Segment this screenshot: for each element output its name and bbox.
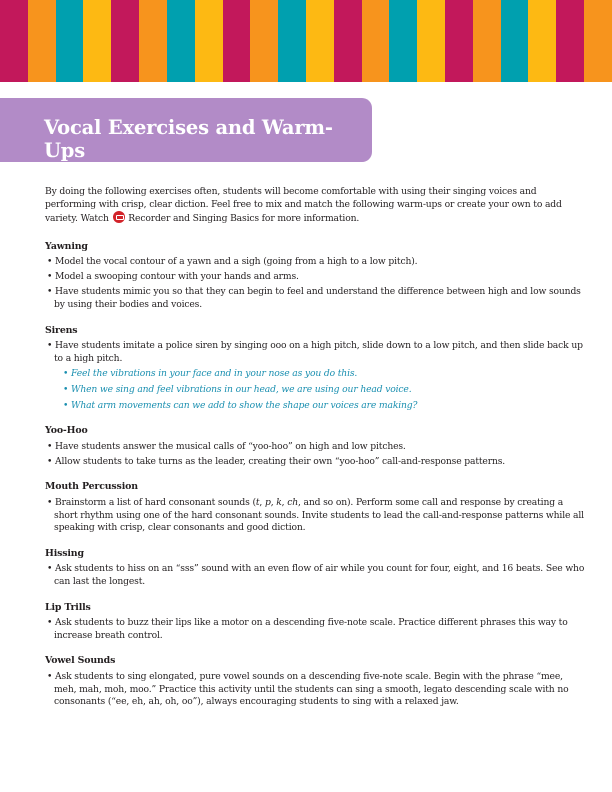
list-item: • Model a swooping contour with your hands and arms.: [47, 271, 299, 283]
list-item: • Have students answer the musical calls of “yoo-hoo” on high and low pitches.: [47, 440, 406, 452]
list-item: • Ask students to hiss on an “sss” sound with an even flow of air while you count for four, eight, and 16 beats. See who can last the longest.: [47, 563, 585, 587]
section-yoo-hoo: [45, 425, 585, 468]
question-list: [45, 368, 585, 413]
color-stripe: [473, 0, 501, 82]
color-stripe: [278, 0, 306, 82]
color-stripe: [417, 0, 445, 82]
section-lip-trills: [45, 602, 585, 643]
page-title: Vocal Exercises and Warm-Ups: [44, 116, 333, 162]
color-stripe: [250, 0, 278, 82]
list-item: • Have students imitate a police siren by singing ooo on a high pitch, slide down to a low pitch, and then slide back up to a high pitch.: [47, 340, 583, 364]
video-icon[interactable]: [113, 211, 125, 223]
list-item: • Allow students to take turns as the leader, creating their own “yoo-hoo” call-and-response patterns.: [47, 455, 506, 467]
section-vowel-sounds: [45, 655, 585, 708]
section-yawning: [45, 241, 585, 312]
color-stripe: [501, 0, 529, 82]
list-item: • Have students mimic you so that they can begin to feel and understand the difference between high and low sounds by using their bodies and voices.: [47, 286, 581, 310]
list-item: • Ask students to sing elongated, pure vowel sounds on a descending five-note scale. Begin with the phrase “mee, meh, mah, moh, moo.” Practice this activity until the students can sing a smooth, legato descending scale with no consonants (“ee, eh, ah, oh, oo”), always encouraging students to sing with a relaxed jaw.: [47, 670, 569, 708]
color-stripe: [83, 0, 111, 82]
color-stripe: [195, 0, 223, 82]
color-stripe: [445, 0, 473, 82]
section-heading: Lip Trills: [45, 601, 91, 613]
list-item: • Ask students to buzz their lips like a motor on a descending five-note scale. Practice different phrases this way to increase breath control.: [47, 617, 568, 641]
section-heading: Yoo-Hoo: [45, 425, 88, 437]
color-stripe: [362, 0, 390, 82]
color-stripe: [528, 0, 556, 82]
intro-paragraph: By doing the following exercises often, students will become comfortable with using their singing voices and performing with crisp, clear diction. Feel free to mix and match the following warm-ups or create your own to add variety. Watch Recorder and Singing Basics for more information.: [45, 186, 562, 225]
title-band: [0, 98, 372, 162]
section-heading: Yawning: [45, 240, 88, 252]
page-content: [45, 186, 585, 722]
color-stripe: [334, 0, 362, 82]
color-stripe: [306, 0, 334, 82]
color-stripe: [111, 0, 139, 82]
color-stripe: [0, 0, 28, 82]
color-stripe: [28, 0, 56, 82]
list-item: • Model the vocal contour of a yawn and a sigh (going from a high to a low pitch).: [47, 256, 418, 268]
color-stripe: [389, 0, 417, 82]
question-item: • Feel the vibrations in your face and in your nose as you do this.: [63, 367, 358, 379]
section-hissing: [45, 548, 585, 589]
color-stripe: [167, 0, 195, 82]
list-item: • Brainstorm a list of hard consonant sounds (t, p, k, ch, and so on). Perform some call and response by creating a short rhythm using one of the hard consonant sounds. Invite students to lead the call-and-response patterns while all speaking with crisp, clear consonants and good diction.: [47, 497, 584, 534]
section-mouth-percussion: [45, 481, 585, 534]
color-stripe: [556, 0, 584, 82]
color-stripe: [223, 0, 251, 82]
color-stripe-banner: [0, 0, 612, 82]
question-item: • What arm movements can we add to show the shape our voices are making?: [63, 399, 418, 411]
question-item: • When we sing and feel vibrations in our head, we are using our head voice.: [63, 383, 412, 395]
section-heading: Hissing: [45, 547, 84, 559]
color-stripe: [139, 0, 167, 82]
section-heading: Sirens: [45, 324, 78, 336]
color-stripe: [584, 0, 612, 82]
color-stripe: [56, 0, 84, 82]
section-heading: Mouth Percussion: [45, 481, 138, 493]
section-sirens: [45, 325, 585, 413]
section-heading: Vowel Sounds: [45, 655, 116, 667]
